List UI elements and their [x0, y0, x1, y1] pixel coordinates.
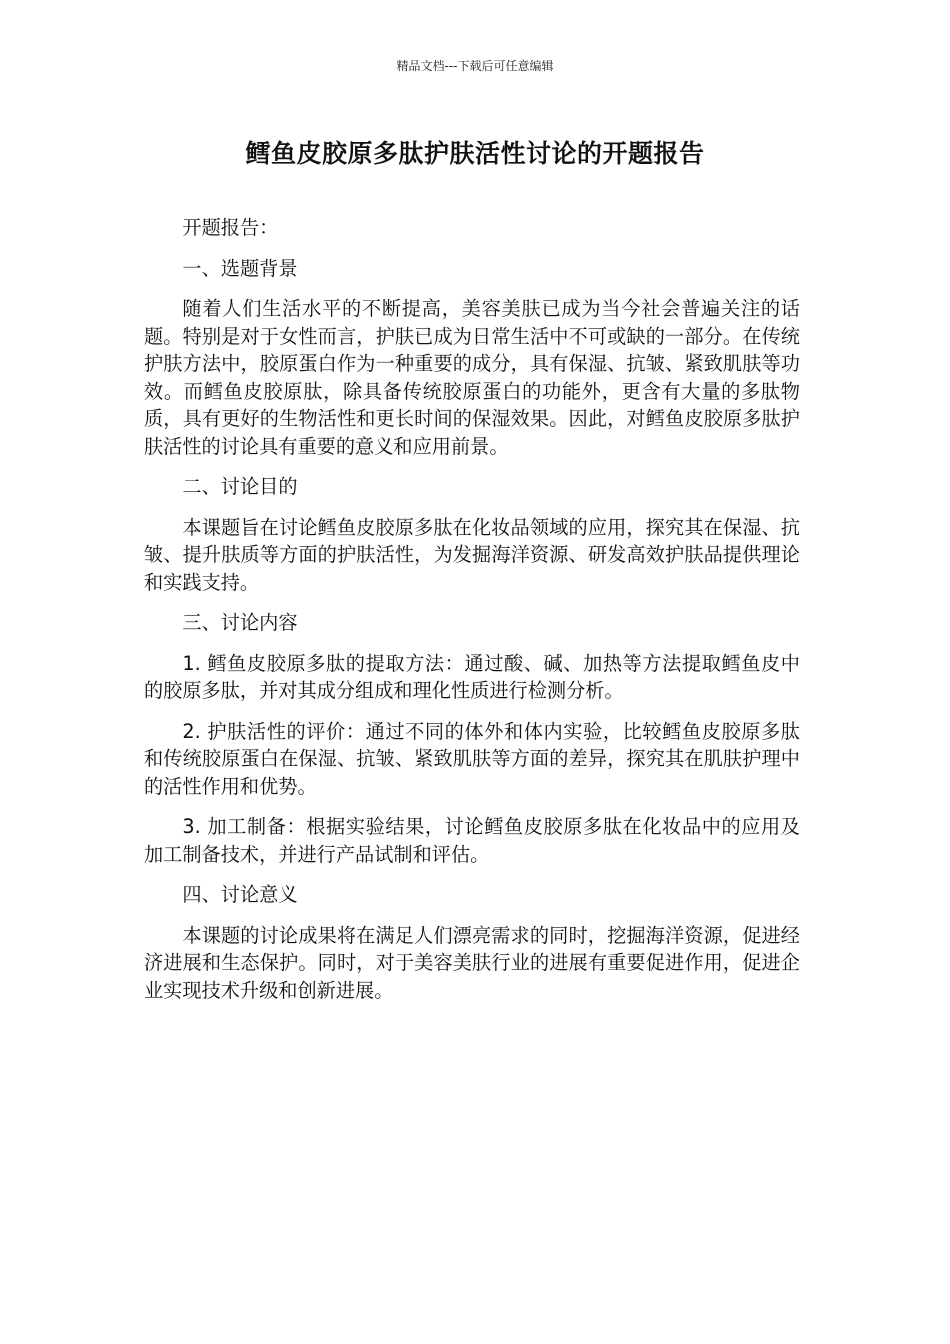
paragraph-significance: 本课题的讨论成果将在满足人们漂亮需求的同时，挖掘海洋资源，促进经济进展和生态保护。同时，对于美容美肤行业的进展有重要促进作用，促进企业实现技术升级和创新进展。	[144, 923, 800, 1002]
paragraph-background: 随着人们生活水平的不断提高，美容美肤已成为当今社会普遍关注的话题。特别是对于女性而言，护肤已成为日常生活中不可或缺的一部分。在传统护肤方法中，胶原蛋白作为一种重要的成分，具有保湿、抗皱、紧致肌肤等功效。而鳕鱼皮胶原肽，除具备传统胶原蛋白的功能外，更含有大量的多肽物质，具有更好的生物活性和更长时间的保湿效果。因此，对鳕鱼皮胶原多肽护肤活性的讨论具有重要的意义和应用前景。	[144, 297, 800, 458]
paragraph-purpose: 本课题旨在讨论鳕鱼皮胶原多肽在化妆品领域的应用，探究其在保湿、抗皱、提升肤质等方面的护肤活性，为发掘海洋资源、研发高效护肤品提供理论和实践支持。	[144, 515, 800, 594]
section-heading-purpose: 二、讨论目的	[182, 475, 298, 498]
paragraph-content-evaluation: 2. 护肤活性的评价：通过不同的体外和体内实验，比较鳕鱼皮胶原多肽和传统胶原蛋白在保湿、抗皱、紧致肌肤等方面的差异，探究其在肌肤护理中的活性作用和优势。	[144, 719, 800, 798]
section-heading-significance: 四、讨论意义	[182, 883, 298, 906]
paragraph-content-processing: 3. 加工制备：根据实验结果，讨论鳕鱼皮胶原多肽在化妆品中的应用及加工制备技术，并进行产品试制和评估。	[144, 815, 800, 866]
document-body	[144, 214, 800, 1017]
section-heading-content: 三、讨论内容	[182, 611, 298, 634]
document-title: 鳕鱼皮胶原多肽护肤活性讨论的开题报告	[245, 139, 705, 168]
intro-label: 开题报告：	[182, 216, 279, 239]
paragraph-content-extraction: 1. 鳕鱼皮胶原多肽的提取方法：通过酸、碱、加热等方法提取鳕鱼皮中的胶原多肽，并对其成分组成和理化性质进行检测分析。	[144, 651, 800, 702]
header-note: 精品文档---下载后可任意编辑	[396, 59, 554, 73]
section-heading-background: 一、选题背景	[182, 256, 298, 280]
